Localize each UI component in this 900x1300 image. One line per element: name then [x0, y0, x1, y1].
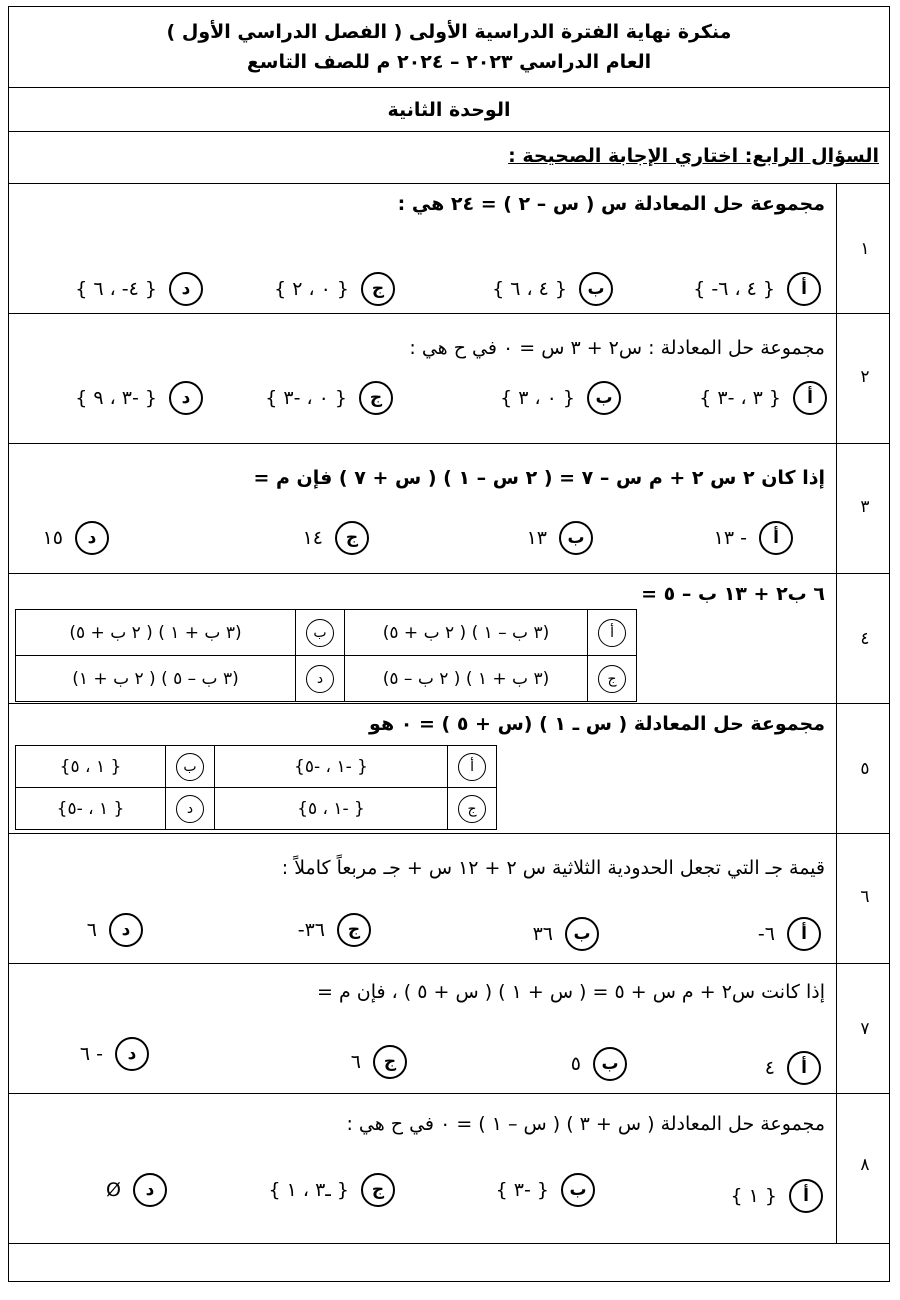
- option-value: Ø: [106, 1179, 121, 1201]
- option-letter: أ: [787, 917, 821, 951]
- question-number: ١: [860, 239, 870, 259]
- option-letter: ب: [579, 272, 613, 306]
- option-letter: ج: [335, 521, 369, 555]
- option-b[interactable]: [533, 917, 599, 951]
- option-value: { ٠ ، ٣ }: [500, 387, 575, 409]
- option-b[interactable]: [296, 610, 345, 656]
- option-letter: أ: [598, 619, 626, 647]
- option-letter: د: [306, 665, 334, 693]
- question-number: ٦: [860, 887, 870, 907]
- option-letter: ب: [587, 381, 621, 415]
- option-value: ١٥: [42, 527, 63, 549]
- option-a[interactable]: [693, 272, 821, 306]
- option-value: { -١ ، ٥}: [215, 788, 448, 830]
- option-value: { ٣ ، -٣ }: [699, 387, 781, 409]
- option-value: { ٠ ، -٣ }: [265, 387, 347, 409]
- divider: [9, 1093, 889, 1094]
- option-value: { ١ ، -٥}: [16, 788, 166, 830]
- question-number: ٥: [860, 759, 870, 779]
- header-year: العام الدراسي ٢٠٢٣ – ٢٠٢٤ م للصف التاسع: [246, 51, 652, 73]
- question-text: قيمة جـ التي تجعل الحدودية الثلاثية س ٢ + ١٢ س + جـ مربعاً كاملاً :: [281, 857, 825, 879]
- option-letter: ب: [561, 1173, 595, 1207]
- divider: [9, 573, 889, 574]
- option-letter: ج: [361, 1173, 395, 1207]
- option-d[interactable]: [43, 521, 109, 555]
- question-number: ٤: [860, 629, 870, 649]
- option-value: { ٤ ، ٦- }: [693, 278, 775, 300]
- option-letter: ج: [373, 1045, 407, 1079]
- option-value: { ١ }: [730, 1185, 777, 1207]
- option-value: { -٣ }: [495, 1179, 549, 1201]
- option-a[interactable]: [731, 1179, 824, 1213]
- question-number: ٢: [860, 367, 870, 387]
- exam-sheet: [8, 6, 890, 1282]
- question-text: مجموعة حل المعادلة : س٢ + ٣ س = ٠ في ح هي :: [409, 337, 825, 359]
- option-c[interactable]: [274, 272, 395, 306]
- option-d[interactable]: [80, 1037, 149, 1071]
- option-d[interactable]: [75, 381, 203, 415]
- option-value: ١٤: [302, 527, 323, 549]
- option-letter: أ: [458, 753, 486, 781]
- question-number: ٣: [860, 497, 870, 517]
- question-title: السؤال الرابع: اختاري الإجابة الصحيحة :: [508, 145, 879, 167]
- option-b[interactable]: [496, 1173, 595, 1207]
- option-value: { ـ٣ ، ١ }: [268, 1179, 349, 1201]
- divider: [9, 443, 889, 444]
- option-b[interactable]: [527, 521, 593, 555]
- option-letter: ب: [565, 917, 599, 951]
- option-value: ٦: [86, 919, 97, 941]
- option-value: { ٤ ، ٦ }: [492, 278, 567, 300]
- option-letter: ج: [337, 913, 371, 947]
- option-letter: أ: [789, 1179, 823, 1213]
- question-number: ٨: [860, 1155, 870, 1175]
- option-letter: أ: [787, 1051, 821, 1085]
- option-letter: أ: [793, 381, 827, 415]
- option-value: { ١ ، ٥}: [16, 746, 166, 788]
- option-value: ٦-: [757, 923, 775, 945]
- option-d[interactable]: [106, 1173, 167, 1207]
- divider: [9, 703, 889, 704]
- option-letter: ج: [359, 381, 393, 415]
- option-value: { ٤- ، ٦ }: [75, 278, 157, 300]
- option-d[interactable]: [87, 913, 143, 947]
- option-letter: أ: [759, 521, 793, 555]
- options-grid: [15, 745, 497, 830]
- question-number: ٧: [860, 1019, 870, 1039]
- option-a[interactable]: [588, 610, 637, 656]
- option-a[interactable]: [714, 521, 793, 555]
- option-letter: ج: [458, 795, 486, 823]
- option-c[interactable]: [265, 381, 393, 415]
- options-grid: [15, 609, 637, 702]
- option-d[interactable]: [296, 656, 345, 702]
- option-value: ٦: [350, 1051, 361, 1073]
- question-text: مجموعة حل المعادلة ( س ـ ١ ) (س + ٥ ) = ٠ هو: [369, 713, 825, 735]
- option-c[interactable]: [588, 656, 637, 702]
- option-c[interactable]: [351, 1045, 407, 1079]
- option-letter: د: [133, 1173, 167, 1207]
- option-b[interactable]: [571, 1047, 627, 1081]
- option-letter: ب: [306, 619, 334, 647]
- divider: [9, 131, 889, 132]
- option-c[interactable]: [298, 913, 371, 947]
- option-c[interactable]: [448, 788, 497, 830]
- option-value: ١٣: [526, 527, 547, 549]
- divider: [9, 963, 889, 964]
- divider: [9, 313, 889, 314]
- option-b[interactable]: [500, 381, 621, 415]
- option-a[interactable]: [699, 381, 827, 415]
- option-letter: د: [75, 521, 109, 555]
- divider: [9, 833, 889, 834]
- option-value: (٣ ب + ١ ) ( ٢ ب – ٥): [345, 656, 588, 702]
- option-letter: ب: [176, 753, 204, 781]
- option-value: (٣ ب – ١ ) ( ٢ ب + ٥): [345, 610, 588, 656]
- divider: [9, 1243, 889, 1244]
- number-column-divider: [836, 183, 837, 1243]
- option-letter: د: [169, 381, 203, 415]
- question-text: مجموعة حل المعادلة س ( س – ٢ ) = ٢٤ هي :: [397, 193, 825, 215]
- option-value: { ٠ ، ٢ }: [274, 278, 349, 300]
- option-a[interactable]: [448, 746, 497, 788]
- option-value: ٣٦-: [297, 919, 325, 941]
- option-value: { -١ ، -٥}: [215, 746, 448, 788]
- option-value: ٣٦: [532, 923, 553, 945]
- option-letter: ب: [559, 521, 593, 555]
- option-letter: د: [109, 913, 143, 947]
- option-value: - ١٣: [713, 527, 747, 549]
- question-text: ٦ ب٢ + ١٣ ب – ٥ =: [641, 583, 825, 605]
- option-b[interactable]: [166, 746, 215, 788]
- option-c[interactable]: [269, 1173, 396, 1207]
- option-value: ٤: [764, 1057, 775, 1079]
- option-value: { -٣ ، ٩ }: [75, 387, 157, 409]
- option-letter: ب: [593, 1047, 627, 1081]
- option-d[interactable]: [166, 788, 215, 830]
- option-value: ٥: [570, 1053, 581, 1075]
- option-b[interactable]: [492, 272, 613, 306]
- question-text: مجموعة حل المعادلة ( س + ٣ ) ( س – ١ ) = ٠ في ح هي :: [346, 1113, 825, 1135]
- divider: [9, 87, 889, 88]
- option-letter: د: [169, 272, 203, 306]
- option-letter: أ: [787, 272, 821, 306]
- unit-title: الوحدة الثانية: [387, 99, 511, 121]
- option-value: (٣ ب + ١ ) ( ٢ ب + ٥): [16, 610, 296, 656]
- option-letter: د: [176, 795, 204, 823]
- option-c[interactable]: [303, 521, 369, 555]
- option-letter: ج: [361, 272, 395, 306]
- question-text: إذا كان ٢ س ٢ + م س – ٧ = ( ٢ س – ١ ) ( س + ٧ ) فإن م =: [253, 467, 825, 489]
- question-text: إذا كانت س٢ + م س + ٥ = ( س + ١ ) ( س + ٥ ) ، فإن م =: [316, 981, 825, 1003]
- option-d[interactable]: [75, 272, 203, 306]
- option-letter: ج: [598, 665, 626, 693]
- option-letter: د: [115, 1037, 149, 1071]
- option-value: - ٦: [79, 1043, 103, 1065]
- option-a[interactable]: [765, 1051, 821, 1085]
- header-title: منكرة نهاية الفترة الدراسية الأولى ( الفصل الدراسي الأول ): [166, 21, 732, 43]
- divider: [9, 183, 889, 184]
- option-value: (٣ ب – ٥ ) ( ٢ ب + ١): [16, 656, 296, 702]
- option-a[interactable]: [758, 917, 821, 951]
